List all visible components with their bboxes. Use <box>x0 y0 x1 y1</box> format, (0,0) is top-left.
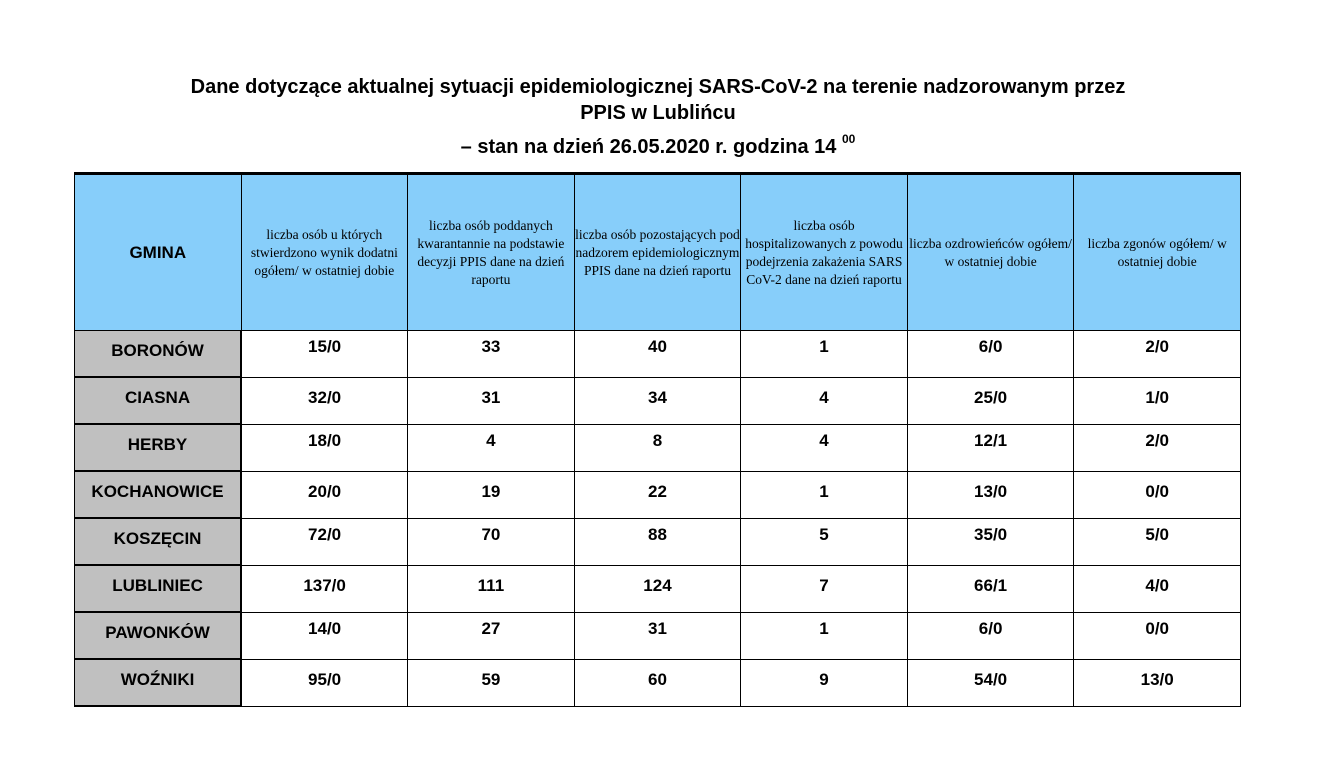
document-title <box>0 74 1316 160</box>
gmina-name <box>75 565 242 612</box>
cell-text: 20/0 <box>308 481 342 501</box>
data-cell <box>408 518 575 565</box>
cell-text: 40 <box>648 336 667 356</box>
data-cell <box>1074 659 1241 706</box>
cell-text: 35/0 <box>974 524 1008 544</box>
table-row <box>75 565 1241 612</box>
cell-text: HERBY <box>127 434 188 454</box>
data-cell <box>241 424 408 471</box>
column-header: liczba osób hospitalizowanych z powodu podejrzenia zakażenia SARS CoV-2 dane na dzień raportu <box>741 174 908 331</box>
cell-text: 60 <box>648 669 667 689</box>
data-cell <box>574 659 741 706</box>
gmina-name <box>75 659 242 706</box>
data-cell <box>907 612 1074 659</box>
data-cell <box>574 377 741 424</box>
data-cell <box>907 331 1074 378</box>
cell-text: WOŹNIKI <box>120 669 195 689</box>
cell-text: 54/0 <box>974 669 1008 689</box>
data-cell <box>408 471 575 518</box>
cell-text: PAWONKÓW <box>105 622 210 642</box>
title-date: – stan na dzień 26.05.2020 r. godzina 14 <box>460 136 837 158</box>
gmina-name <box>75 424 242 471</box>
data-cell <box>741 659 908 706</box>
column-header: liczba ozdrowieńców ogółem/ w ostatniej dobie <box>907 174 1074 331</box>
data-cell <box>574 565 741 612</box>
table-body <box>75 331 1241 707</box>
gmina-name <box>75 612 242 659</box>
column-header: GMINA <box>75 174 242 331</box>
cell-text: 6/0 <box>978 336 1003 356</box>
data-cell <box>574 424 741 471</box>
cell-text: 34 <box>648 387 667 407</box>
title-line-2: PPIS w Lublińcu <box>580 102 736 124</box>
cell-text: 2/0 <box>1145 336 1169 356</box>
cell-text: 14/0 <box>308 618 342 638</box>
column-header: liczba osób poddanych kwarantannie na podstawie decyzji PPIS dane na dzień raportu <box>408 174 575 331</box>
table-row <box>75 612 1241 659</box>
cell-text: 33 <box>481 336 501 356</box>
data-cell <box>907 424 1074 471</box>
title-hour-sup: 00 <box>841 132 856 146</box>
data-cell <box>1074 565 1241 612</box>
data-cell <box>741 612 908 659</box>
cell-text: 22 <box>648 481 667 501</box>
data-cell <box>241 377 408 424</box>
cell-text: 5/0 <box>1145 524 1169 544</box>
cell-text: LUBLINIEC <box>112 575 203 595</box>
cell-text: KOCHANOWICE <box>91 481 224 501</box>
column-header: liczba osób u których stwierdzono wynik dodatni ogółem/ w ostatniej dobie <box>241 174 408 331</box>
data-cell <box>241 331 408 378</box>
gmina-name <box>75 377 242 424</box>
data-cell <box>1074 612 1241 659</box>
data-cell <box>907 565 1074 612</box>
data-cell <box>241 565 408 612</box>
cell-text: 72/0 <box>308 524 342 544</box>
data-cell <box>907 377 1074 424</box>
cell-text: 19 <box>481 481 501 501</box>
cell-text: 66/1 <box>974 575 1008 595</box>
cell-text: CIASNA <box>124 387 191 407</box>
cell-text: 27 <box>481 618 501 638</box>
cell-text: 111 <box>477 575 505 595</box>
data-cell <box>741 565 908 612</box>
column-header: liczba osób pozostających pod nadzorem epidemiologicznym PPIS dane na dzień raportu <box>574 174 741 331</box>
table-row <box>75 659 1241 706</box>
data-cell <box>1074 471 1241 518</box>
epidemic-table <box>74 172 1241 707</box>
table-row <box>75 518 1241 565</box>
gmina-name <box>75 518 242 565</box>
cell-text: 59 <box>481 669 501 689</box>
data-cell <box>1074 424 1241 471</box>
cell-text: 5 <box>819 524 829 544</box>
data-cell <box>907 471 1074 518</box>
data-cell <box>574 518 741 565</box>
cell-text: 9 <box>819 669 829 689</box>
gmina-name <box>75 331 242 378</box>
cell-text: 95/0 <box>308 669 342 689</box>
data-cell <box>741 518 908 565</box>
cell-text: 2/0 <box>1145 430 1169 450</box>
cell-text: 1 <box>819 336 829 356</box>
cell-text: 1/0 <box>1145 387 1169 407</box>
cell-text: 25/0 <box>974 387 1008 407</box>
cell-text: 4/0 <box>1145 575 1169 595</box>
data-cell <box>408 565 575 612</box>
table-row <box>75 424 1241 471</box>
data-cell <box>241 612 408 659</box>
cell-text: 13/0 <box>1140 669 1174 689</box>
cell-text: BORONÓW <box>111 340 204 360</box>
data-cell <box>741 331 908 378</box>
data-cell <box>907 518 1074 565</box>
cell-text: 13/0 <box>974 481 1008 501</box>
data-cell <box>1074 377 1241 424</box>
cell-text: 31 <box>481 387 501 407</box>
data-cell <box>408 424 575 471</box>
cell-text: 31 <box>648 618 667 638</box>
cell-text: 6/0 <box>978 618 1003 638</box>
cell-text: 32/0 <box>308 387 342 407</box>
data-cell <box>241 471 408 518</box>
cell-text: 12/1 <box>974 430 1008 450</box>
cell-text: 70 <box>481 524 501 544</box>
data-cell <box>574 612 741 659</box>
cell-text: 4 <box>819 430 829 450</box>
cell-text: 1 <box>819 481 829 501</box>
data-cell <box>241 518 408 565</box>
data-cell <box>408 331 575 378</box>
cell-text: 0/0 <box>1145 481 1169 501</box>
table-row <box>75 377 1241 424</box>
data-cell <box>408 659 575 706</box>
data-cell <box>907 659 1074 706</box>
cell-text: 8 <box>652 430 663 450</box>
cell-text: 1 <box>819 618 829 638</box>
data-cell <box>408 377 575 424</box>
gmina-name <box>75 471 242 518</box>
data-cell <box>408 612 575 659</box>
cell-text: 15/0 <box>308 336 342 356</box>
cell-text: 18/0 <box>308 430 342 450</box>
table-row <box>75 471 1241 518</box>
cell-text: 124 <box>643 575 672 595</box>
title-line-3 <box>0 126 1316 160</box>
data-cell <box>741 424 908 471</box>
cell-text: 4 <box>486 430 496 450</box>
cell-text: KOSZĘCIN <box>113 528 202 548</box>
cell-text: 4 <box>819 387 829 407</box>
title-line-1: Dane dotyczące aktualnej sytuacji epidemiologicznej SARS-CoV-2 na terenie nadzorowanym przez <box>190 76 1126 98</box>
data-cell <box>741 471 908 518</box>
cell-text: 88 <box>648 524 667 544</box>
column-header: liczba zgonów ogółem/ w ostatniej dobie <box>1074 174 1241 331</box>
table-row <box>75 331 1241 378</box>
data-cell <box>574 331 741 378</box>
cell-text: 137/0 <box>303 575 346 595</box>
data-cell <box>1074 331 1241 378</box>
data-cell <box>574 471 741 518</box>
header-row <box>75 174 1241 331</box>
data-cell <box>1074 518 1241 565</box>
cell-text: 0/0 <box>1145 618 1169 638</box>
cell-text: 7 <box>819 575 829 595</box>
data-cell <box>741 377 908 424</box>
data-cell <box>241 659 408 706</box>
